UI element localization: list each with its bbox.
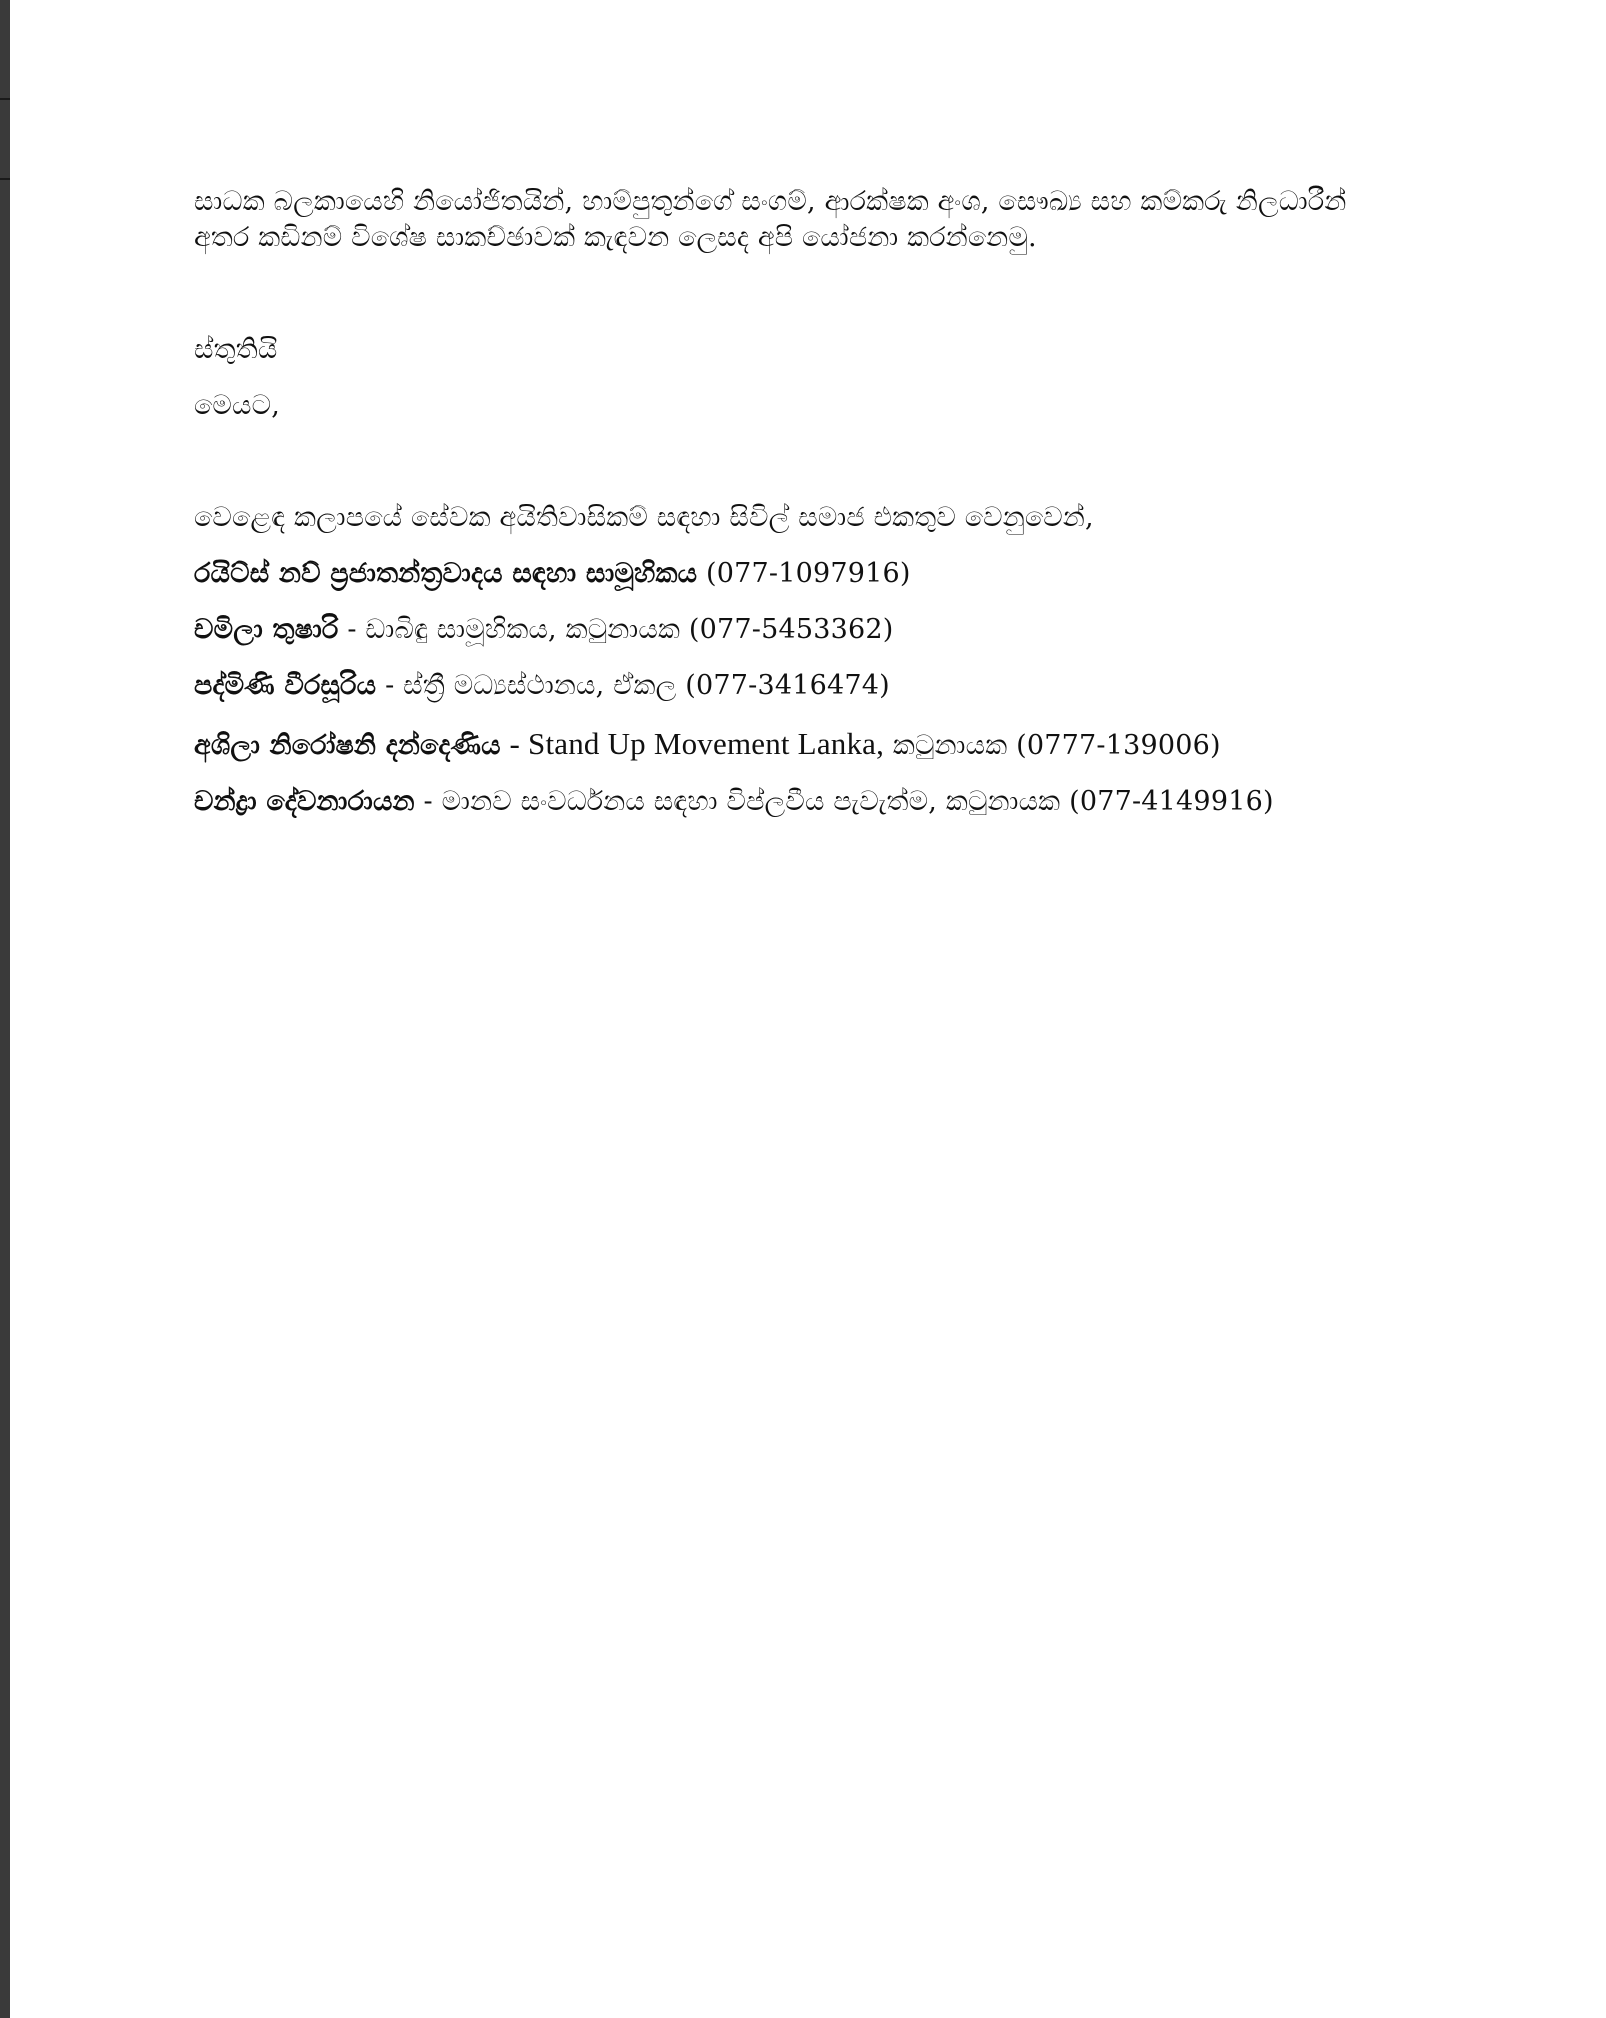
document-page [10,0,1606,2018]
signatory-org: - මානව සංවර්ධනය සඳහා විප්ලවීය පැවැත්ම, කටුනායක [423,786,1061,817]
signatory-org: කටුනායක [892,730,1008,761]
signatory-phone: (0777-139006) [1016,730,1221,761]
edge-marker [0,178,10,180]
signatory-phone: (077-1097916) [706,558,911,589]
signoff-line: මෙයට, [194,390,281,421]
body-paragraph [194,184,1454,256]
viewer-left-edge [0,0,10,2018]
signatory-phone: (077-3416474) [685,670,890,701]
signatory-row [194,556,1454,592]
signatory-name: රයිට්ස් නව් ප්‍රජාතන්ත්‍රවාදය සඳහා සාමූහිකය [194,558,698,589]
signatory-org: - ස්ත්‍රී මධ්‍යස්ථානය, ඒකල [385,670,677,701]
on-behalf-line: වෙළෙඳ කලාපයේ සේවක අයිතිවාසිකම් සඳහා සිවිල් සමාජ එකතුව වෙනුවෙන්, [194,502,1094,533]
paragraph-line: සාධක බලකායෙහි නියෝජිතයින්, හාම්පුතුන්ගේ සංගම්, ආරක්ෂක අංශ, සෞඛ්‍ය සහ කම්කරු නිලධාරීන් [194,186,1347,217]
signatory-phone: (077-5453362) [688,614,894,645]
signatory-name: චන්ද්‍රා දේවනාරායන [194,786,415,817]
signatory-row [194,612,1454,648]
signatory-org-latin: - Stand Up Movement Lanka, [509,726,885,761]
signatory-name: අශිලා නිරෝෂනි දන්දෙණිය [194,730,501,761]
signatory-org: - ඩාබිඳු සාමූහිකය, කටුනායක [347,614,681,645]
paragraph-line: අතර කඩිනම් විශේෂ සාකච්ඡාවක් කැඳවන ලෙසද අපි යෝජනා කරන්නෙමු. [194,222,1037,253]
signatory-row [194,784,1454,820]
thanks-line: ස්තුතියි [194,334,278,365]
signatory-row [194,726,1454,764]
edge-marker [0,98,10,100]
signatory-name: පද්මිණි වීරසූරිය [194,670,377,701]
signatory-row [194,668,1454,704]
signatory-name: චමිලා තුෂාරි [194,614,339,645]
signatory-phone: (077-4149916) [1069,786,1274,817]
